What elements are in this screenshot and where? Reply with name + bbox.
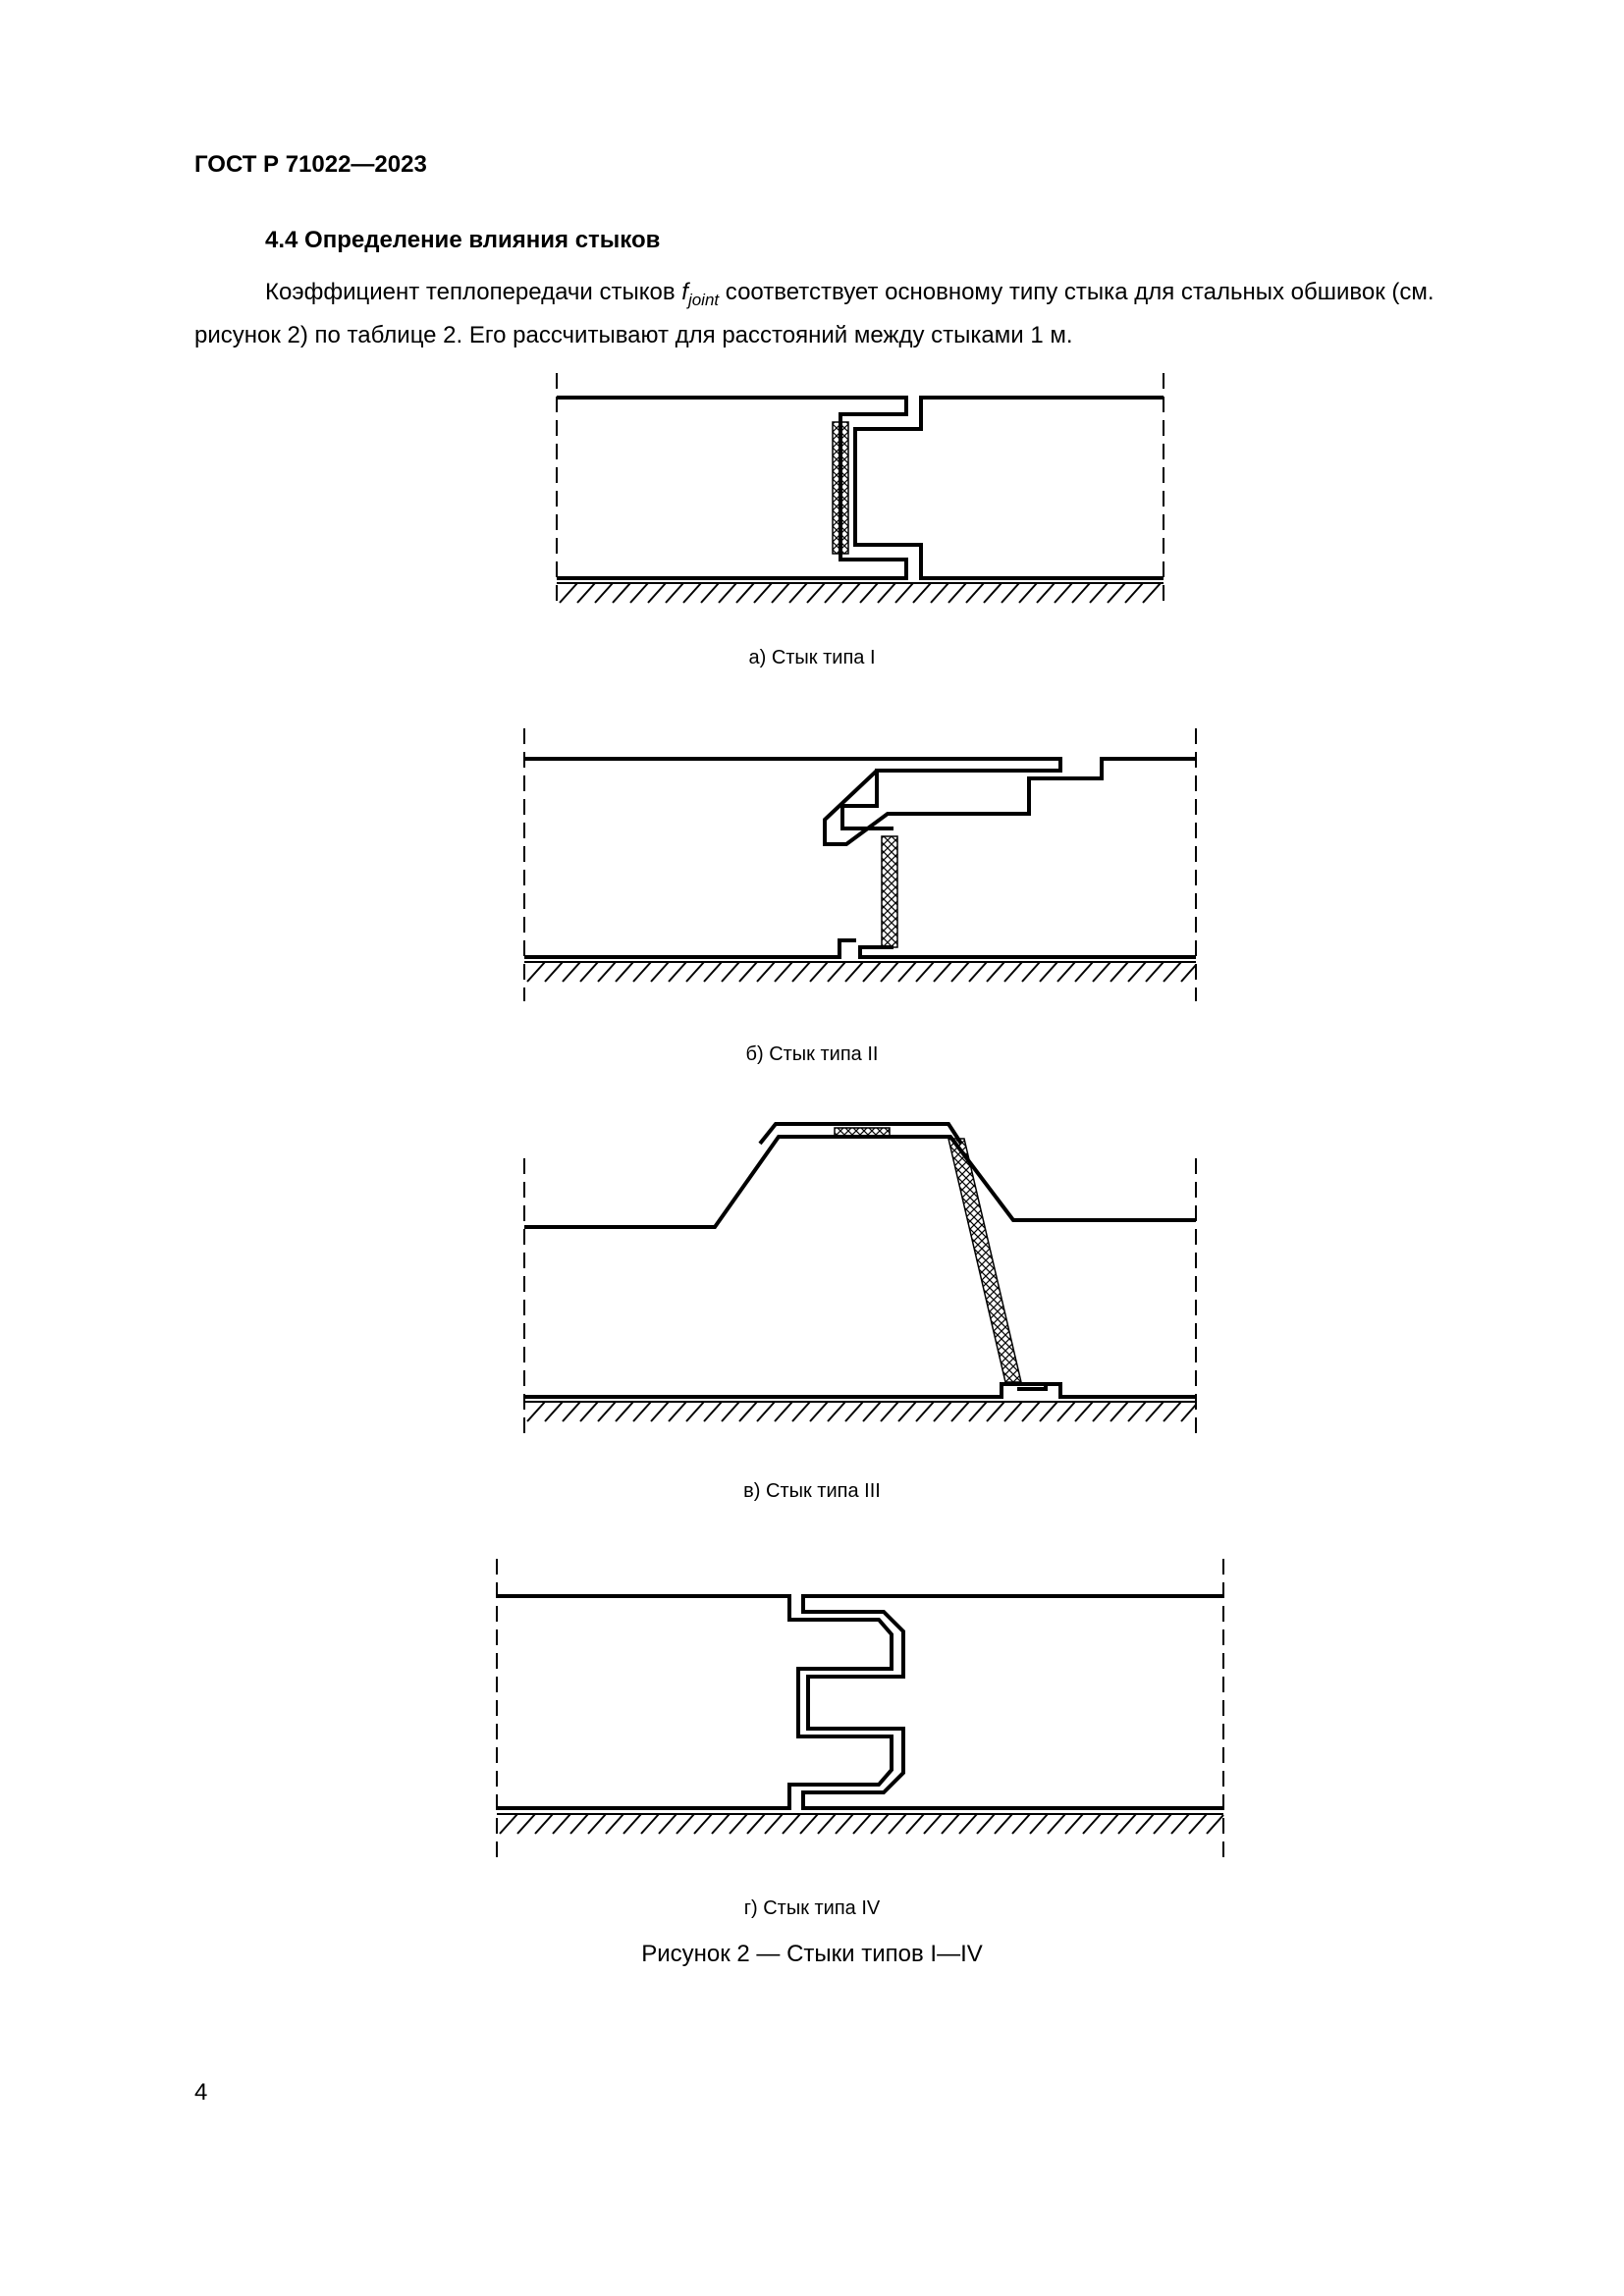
ground-hatching: [524, 1402, 1196, 1421]
para-text-before: Коэффициент теплопередачи стыков: [265, 279, 682, 305]
joint-type-4-diagram: [486, 1551, 1232, 1865]
joint-type-2-diagram: [511, 721, 1198, 1006]
joint-type-1-diagram: [530, 363, 1178, 609]
joint-type-3-diagram: [511, 1104, 1198, 1443]
symbol-f-joint: $f_{joint}$: [681, 279, 720, 309]
caption-joint-type-1: а) Стык типа I: [748, 647, 876, 668]
caption-joint-type-2: б) Стык типа II: [745, 1043, 879, 1065]
page-number: 4: [194, 2079, 208, 2106]
ground-hatching: [497, 1814, 1223, 1834]
caption-joint-type-4: г) Стык типа IV: [743, 1897, 881, 1919]
section-heading: 4.4 Определение влияния стыков: [265, 227, 661, 253]
ground-hatching: [560, 583, 1161, 603]
figure-title: Рисунок 2 — Стыки типов I—IV: [641, 1941, 983, 1967]
ground-hatching: [524, 962, 1196, 982]
body-paragraph: [194, 275, 1505, 353]
para-text-after: соответствует основному типу стыка для стальных обшивок (см. рисунок 2) по таблице 2. Его рассчитывают для расстояний между стыками 1 м.: [194, 279, 1435, 348]
caption-joint-type-3: в) Стык типа III: [743, 1480, 881, 1502]
standard-header: ГОСТ Р 71022—2023: [194, 151, 427, 178]
